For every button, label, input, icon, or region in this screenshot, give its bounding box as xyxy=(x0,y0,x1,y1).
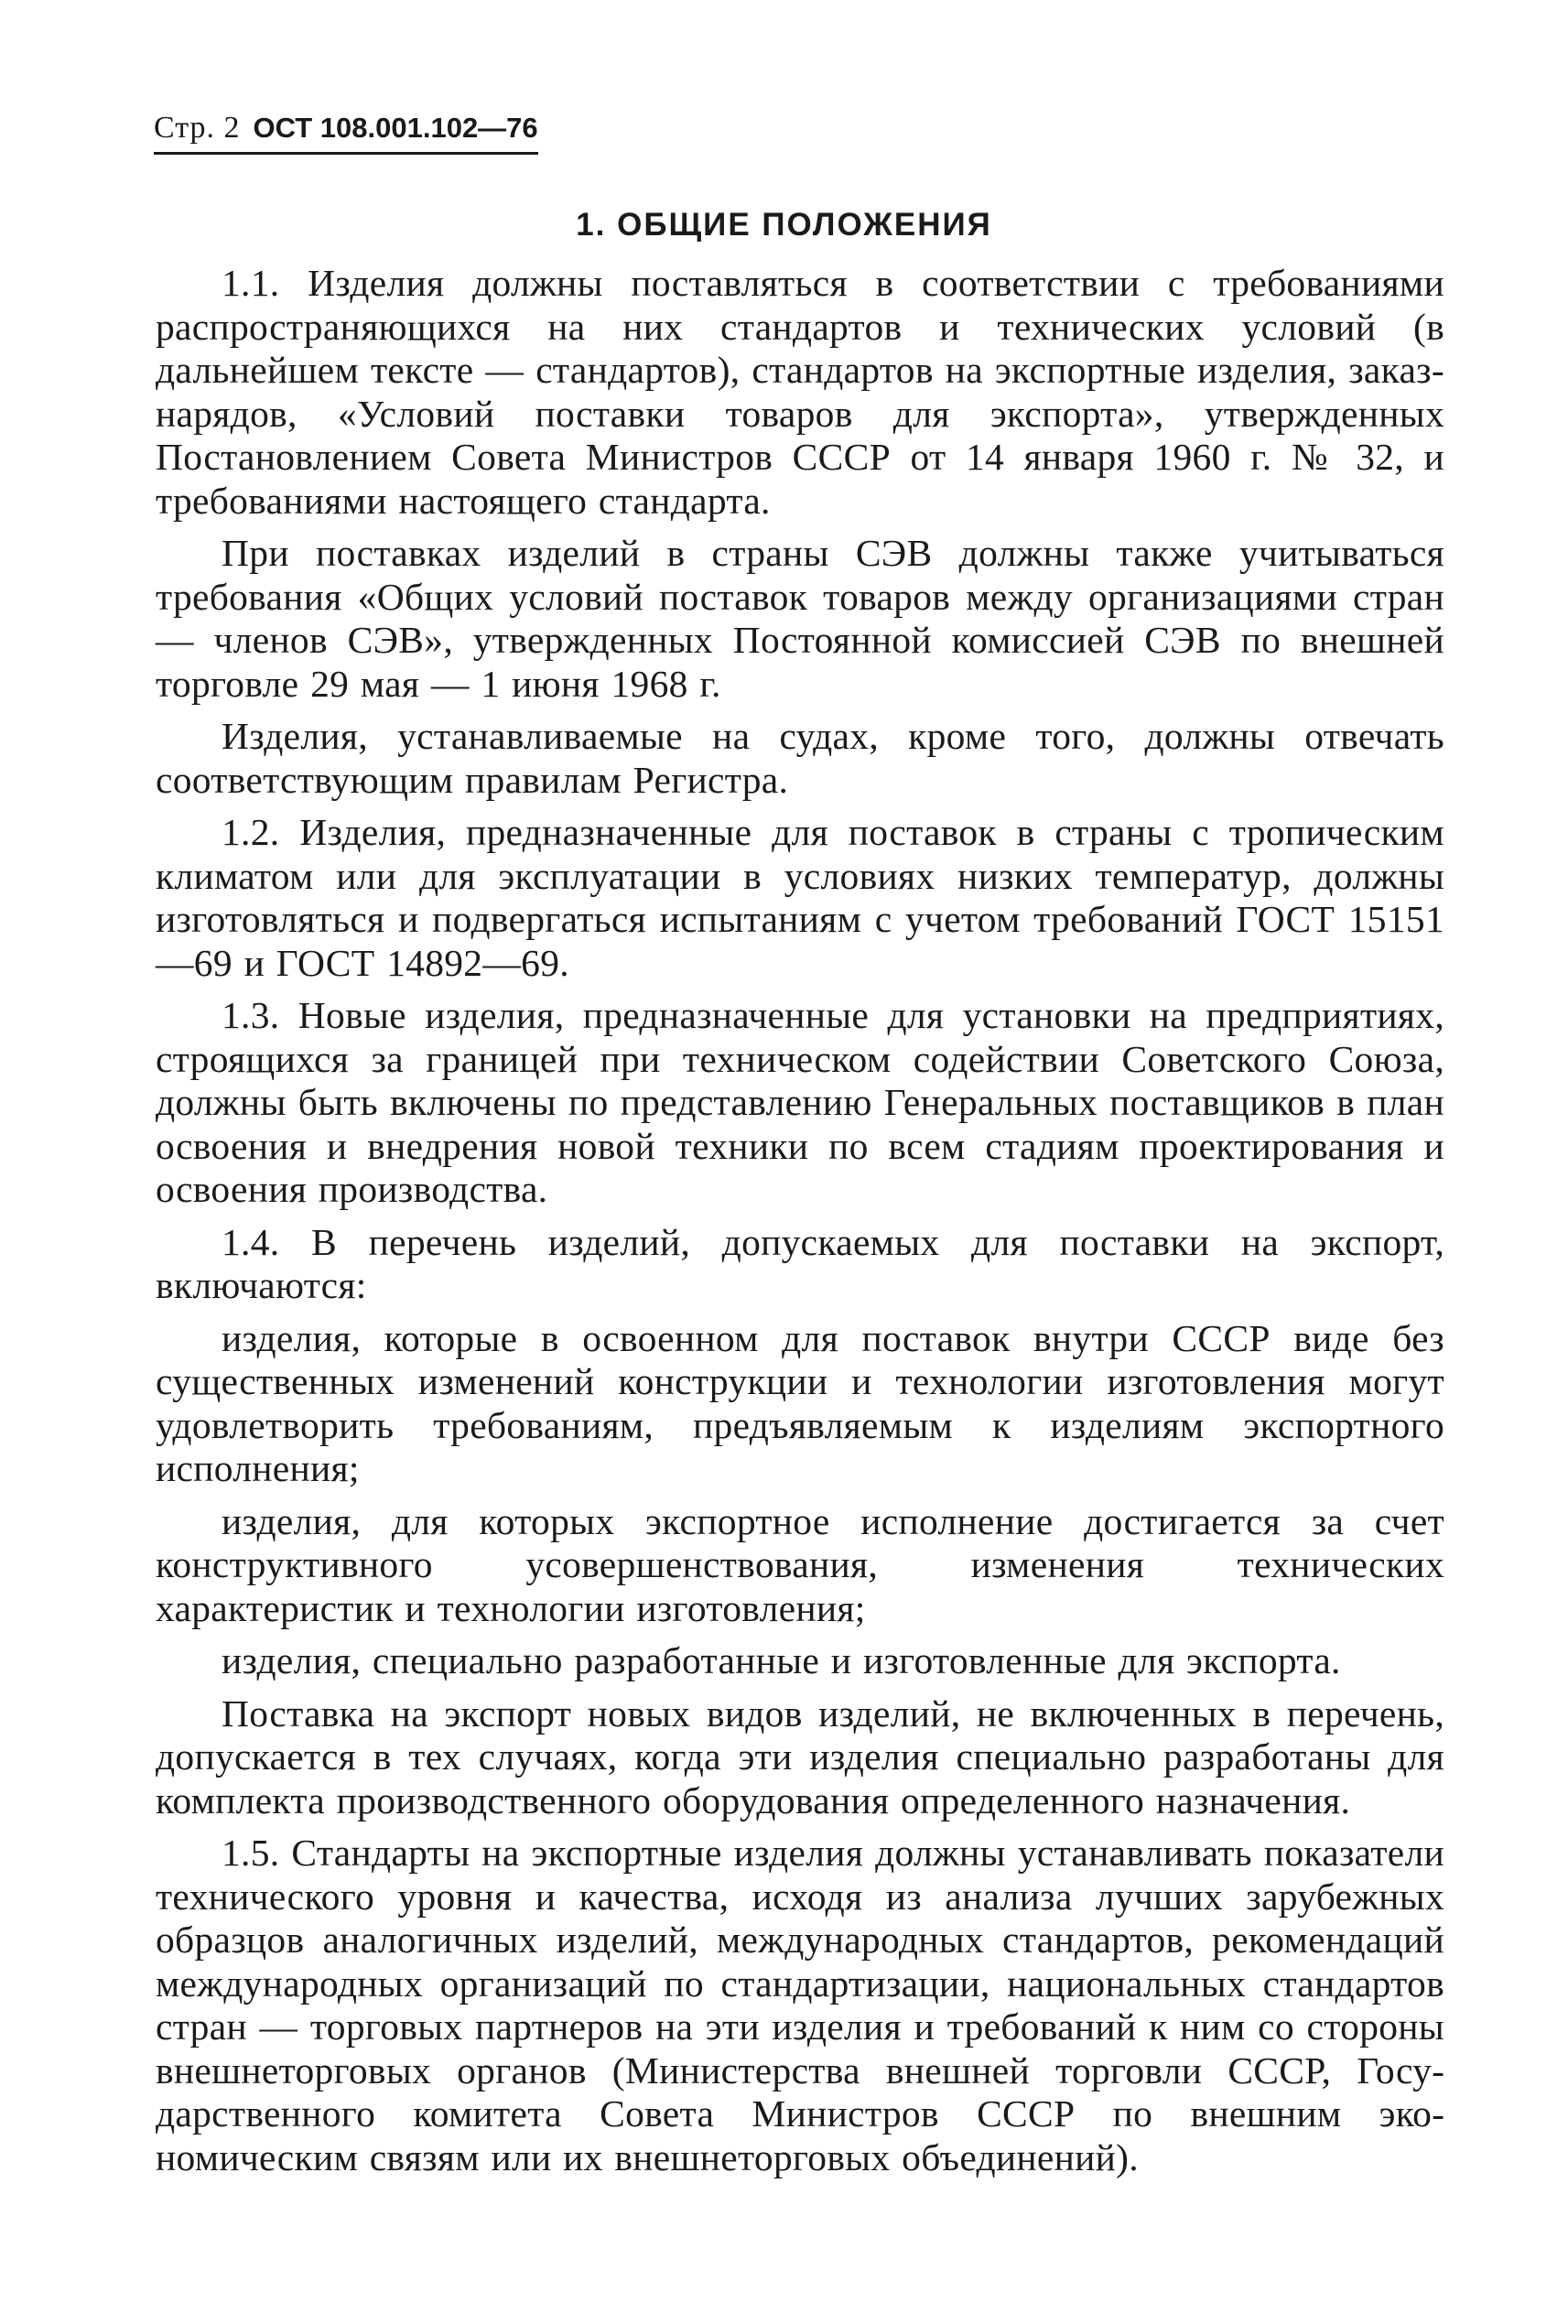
list-item: изделия, которые в освоенном для поставок внутри СССР виде без существенных изменений конструкции и технологии изготовления могут удовлетворить требованиям, предъявляемым к изделиям экспортного исполнения; xyxy=(156,1316,1444,1489)
paragraph-1-2: 1.2. Изделия, предназначенные для поставок в страны с тропическим климатом или для эксплуатации в условиях низких температур, должны изготовляться и подвергаться испытаниям с учетом требований ГОСТ 15151—69 и ГОСТ 14892—69. xyxy=(156,811,1444,984)
paragraph-1-4: 1.4. В перечень изделий, допускаемых для поставки на экспорт, включаются: xyxy=(156,1220,1444,1306)
section-title: 1. ОБЩИЕ ПОЛОЖЕНИЯ xyxy=(576,207,992,243)
body-text xyxy=(156,262,1444,2189)
paragraph-new-products: Поставка на экспорт новых видов изделий, не включенных в перечень, допускается в тех случаях, когда эти изделия специально разработаны для комплекта производственного оборудования определенного назначения. xyxy=(156,1692,1444,1821)
running-header xyxy=(154,108,538,155)
paragraph-1-1: 1.1. Изделия должны поставляться в соответствии с требованиями распространяющихся на них стандартов и технических условий (в дальнейшем тексте — стандартов), стандартов на экспортные изделия, заказ-нарядов, «Условий поставки товаров для экспорта», утвержденных Постановлением Совета Министров СССР от 14 января 1960 г. № 32, и требованиями настоящего стандарта. xyxy=(156,262,1444,522)
page-number: Стр. 2 xyxy=(154,111,241,145)
list-item: изделия, специально разработанные и изготовленные для экспорта. xyxy=(222,1639,1341,1681)
paragraph-1-5: 1.5. Стандарты на экспортные изделия должны устанавливать показатели технического уровня и качества, исходя из анализа лучших зарубежных образцов аналогичных изделий, международных стандартов, рекомендаций международных организаций по стандартизации, национальных стандартов стран — торговых партнеров на эти изделия и требований к ним со стороны внешнеторговых органов (Министерства внешней торговли СССР, Государственного комитета Совета Министров СССР по внешним экономическим связям или их внешнеторговых объединений). xyxy=(156,1832,1444,2178)
standard-code: ОСТ 108.001.102—76 xyxy=(253,112,538,144)
paragraph-comecon: При поставках изделий в страны СЭВ должны также учитываться требования «Общих условий поставок товаров между организациями стран — членов СЭВ», утвержденных Постоянной комиссией СЭВ по внешней торговле 29 мая — 1 июня 1968 г. xyxy=(156,532,1444,705)
paragraph-1-3: 1.3. Новые изделия, предназначенные для установки на предприятиях, строящихся за границей при техническом содействии Советского Союза, должны быть включены по представлению Генеральных поставщиков в план освоения и внедрения новой техники по всем стадиям проектирования и освоения производства. xyxy=(156,994,1444,1210)
paragraph-ships: Изделия, устанавливаемые на судах, кроме того, должны отвечать соответствующим правилам Регистра. xyxy=(156,715,1444,801)
list-item: изделия, для которых экспортное исполнение достигается за счет конструктивного усовершенствования, изменения технических характеристик и технологии изготовления; xyxy=(156,1499,1444,1629)
